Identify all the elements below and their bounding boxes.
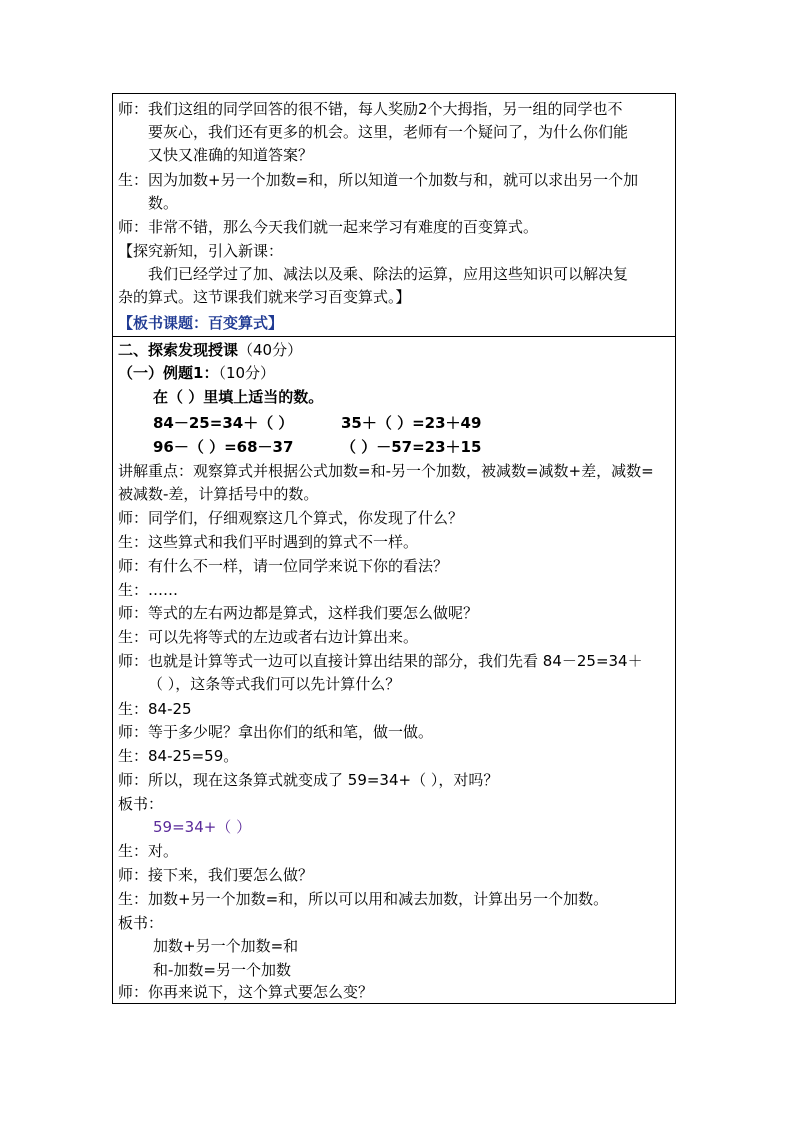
- text-line: 生：加数+另一个加数=和，所以可以用和减去加数，计算出另一个加数。: [118, 890, 609, 908]
- equation: 84－25=34＋（ ）: [153, 414, 294, 432]
- text-line: 生：这些算式和我们平时遇到的算式不一样。: [118, 533, 419, 551]
- section-heading: [118, 339, 302, 362]
- row-divider: [113, 336, 675, 337]
- example-label: （一）例题1：: [118, 364, 219, 382]
- equation: 35＋（ ）=23＋49: [341, 414, 482, 432]
- lesson-plan-table: [112, 93, 676, 1004]
- text-line: 师：你再来说下，这个算式要怎么变？: [118, 983, 374, 1001]
- board-title: 【板书课题：百变算式】: [118, 314, 284, 332]
- text-line: （ ），这条等式我们可以先计算什么？: [148, 675, 401, 693]
- text-line: 师：接下来，我们要怎么做？: [118, 866, 314, 884]
- text-line: 我们已经学过了加、减法以及乘、除法的运算，应用这些知识可以解决复: [148, 265, 629, 283]
- text-line: 师：所以，现在这条算式就变成了 59=34+（ ），对吗？: [118, 771, 499, 789]
- text-line: 生：84-25=59。: [118, 747, 239, 765]
- text-line: 生：……: [118, 581, 179, 599]
- text-line: 师：等于多少呢？拿出你们的纸和笔，做一做。: [118, 723, 434, 741]
- board-note: 59=34+（ ）: [153, 818, 252, 836]
- explore-label-text: 【探究新知，引入新课：: [118, 242, 284, 260]
- text-line: 师：有什么不一样，请一位同学来说下你的看法？: [118, 557, 449, 575]
- text-line: 要灰心，我们还有更多的机会。这里，老师有一个疑问了，为什么你们能: [148, 123, 629, 141]
- text-line: 被减数-差，计算括号中的数。: [118, 485, 319, 503]
- board-note: 加数+另一个加数=和: [153, 937, 299, 955]
- text-line: 师：同学们，仔细观察这几个算式，你发现了什么？: [118, 509, 464, 527]
- text-line: 师：也就是计算等式一边可以直接计算出结果的部分，我们先看 84－25=34＋: [118, 652, 643, 670]
- text-line: 师：非常不错，那么今天我们就一起来学习有难度的百变算式。: [118, 218, 539, 236]
- equation: （ ）－57=23＋15: [341, 438, 482, 456]
- text-line: 板书：: [118, 795, 164, 813]
- text-line: 师：我们这组的同学回答的很不错，每人奖励2个大拇指，另一组的同学也不: [118, 100, 623, 118]
- equation: 96－（ ）=68－37: [153, 438, 294, 456]
- text-line: 生：可以先将等式的左边或者右边计算出来。: [118, 628, 419, 646]
- text-line: 数。: [148, 194, 179, 212]
- text-line: 讲解重点：观察算式并根据公式加数=和-另一个加数，被减数=减数+差，减数=: [118, 462, 654, 480]
- text-line: 又快又准确的知道答案？: [148, 146, 314, 164]
- example-time: （10分）: [218, 364, 276, 382]
- board-note: 和-加数=另一个加数: [153, 961, 291, 979]
- text-line: 板书：: [118, 914, 164, 932]
- text-line: 师：等式的左右两边都是算式，这样我们要怎么做呢？: [118, 604, 479, 622]
- explore-label: [118, 240, 283, 263]
- section-heading-time: （40分）: [238, 341, 303, 359]
- example-heading: [118, 362, 275, 385]
- section-heading-text: 二、探索发现授课: [118, 341, 239, 359]
- text-line: 生：对。: [118, 842, 179, 860]
- text-line: 生：84-25: [118, 700, 192, 718]
- text-line: 生：因为加数+另一个加数=和，所以知道一个加数与和，就可以求出另一个加: [118, 171, 639, 189]
- example-instruction: 在（ ）里填上适当的数。: [153, 388, 324, 406]
- text-line: 杂的算式。这节课我们就来学习百变算式。】: [118, 288, 411, 306]
